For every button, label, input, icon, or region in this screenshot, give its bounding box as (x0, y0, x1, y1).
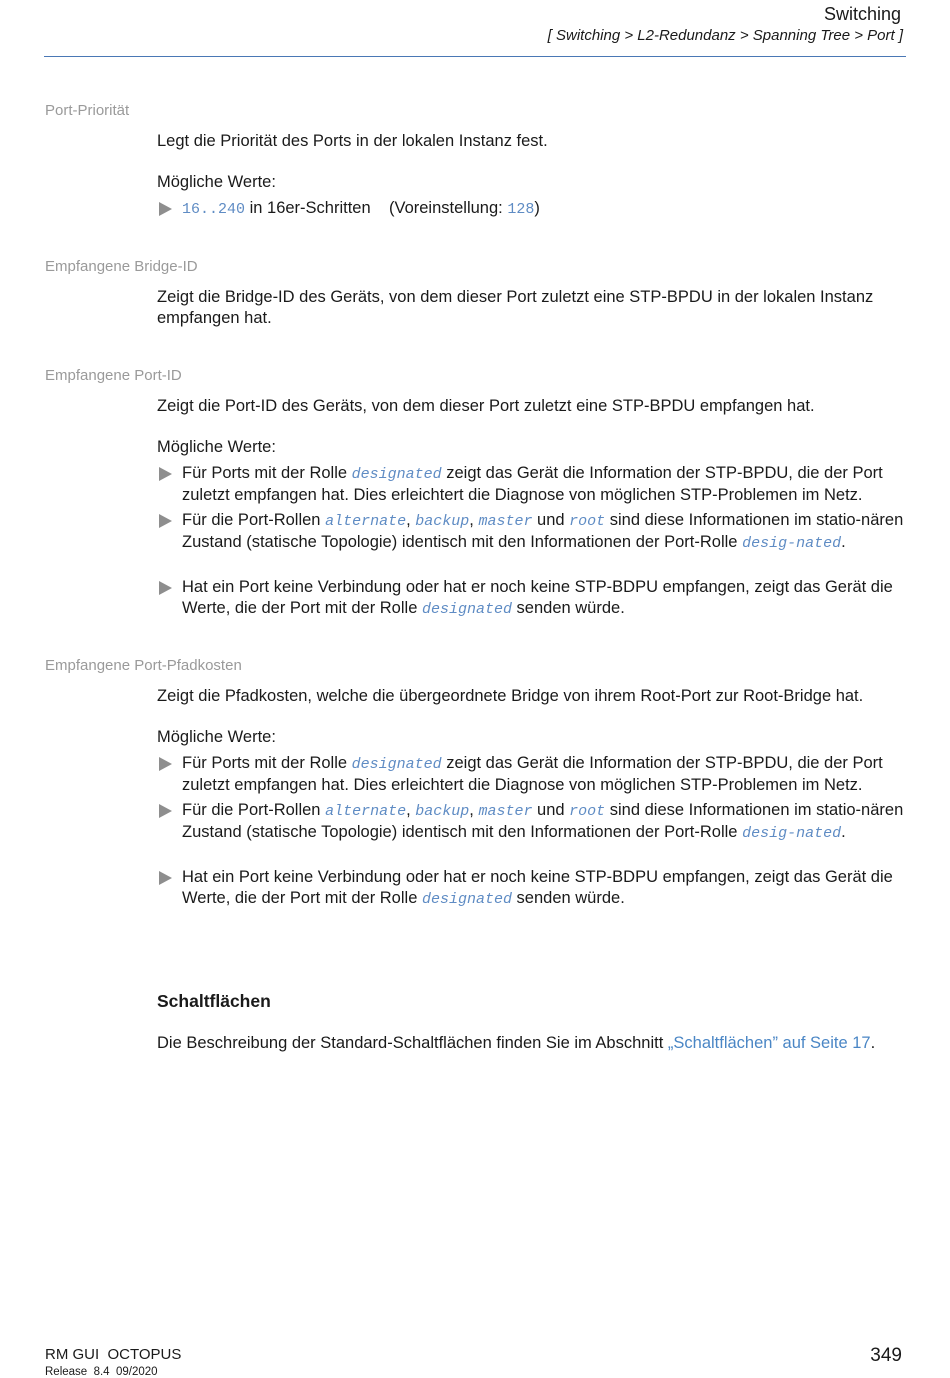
buttons-page-link[interactable]: „Schaltflächen” auf Seite 17 (667, 1034, 871, 1052)
breadcrumb: [ Switching > L2-Redundanz > Spanning Tree > Port ] (547, 27, 903, 44)
list-item: Hat ein Port keine Verbindung oder hat er noch keine STP-BDPU empfangen, zeigt das Gerät die Werte, die der Port mit der Rolle designated senden würde. (159, 577, 909, 620)
bullet-triangle-icon (159, 514, 172, 528)
section-label-received-port-id: Empfangene Port-ID (45, 367, 182, 384)
bullet-triangle-icon (159, 202, 172, 216)
header-divider (44, 56, 906, 57)
list-item: Für die Port-Rollen alternate, backup, master und root sind diese Informationen im statio-nären Zustand (statische Topologie) identisch mit den Informationen der Port-Rolle desig-nated. (159, 800, 909, 844)
page-header-title: Switching (823, 4, 901, 24)
buttons-description: Die Beschreibung der Standard-Schaltflächen finden Sie im Abschnitt „Schaltflächen” auf Seite 17. (157, 1034, 876, 1052)
received-port-id-description: Zeigt die Port-ID des Geräts, von dem dieser Port zuletzt eine STP-BPDU empfangen hat. (157, 397, 815, 415)
list-item: Für Ports mit der Rolle designated zeigt das Gerät die Information der STP-BPDU, die der Port zuletzt empfangen hat. Dies erleichtert die Diagnose von möglichen STP-Problemen im Netz. (159, 463, 909, 506)
footer-release: Release 8.4 09/2020 (45, 1366, 158, 1378)
range-close: ) (534, 199, 540, 217)
section-label-received-bridge-id: Empfangene Bridge-ID (45, 258, 198, 275)
received-path-cost-description: Zeigt die Pfadkosten, welche die übergeordnete Bridge von ihrem Root-Port zur Root-Bridge hat. (157, 687, 864, 705)
page-number: 349 (870, 1345, 902, 1366)
received-path-cost-values-label: Mögliche Werte: (157, 728, 276, 746)
footer-document-title: RM GUI OCTOPUS (45, 1346, 182, 1363)
list-item: Für die Port-Rollen alternate, backup, master und root sind diese Informationen im statio-nären Zustand (statische Topologie) identisch mit den Informationen der Port-Rolle desig-nated. (159, 510, 909, 554)
buttons-heading: Schaltflächen (157, 991, 271, 1011)
list-item: Für Ports mit der Rolle designated zeigt das Gerät die Information der STP-BPDU, die der Port zuletzt empfangen hat. Dies erleichtert die Diagnose von möglichen STP-Problemen im Netz. (159, 753, 909, 796)
default-value: 128 (507, 201, 535, 218)
port-priority-description: Legt die Priorität des Ports in der lokalen Instanz fest. (157, 132, 548, 150)
received-bridge-id-description: Zeigt die Bridge-ID des Geräts, von dem dieser Port zuletzt eine STP-BPDU in der lokalen Instanz empfangen hat. (157, 288, 874, 327)
bullet-triangle-icon (159, 871, 172, 885)
section-label-port-priority: Port-Priorität (45, 102, 130, 119)
bullet-triangle-icon (159, 581, 172, 595)
port-priority-range-item (159, 198, 909, 220)
received-port-id-values-label: Mögliche Werte: (157, 438, 276, 456)
port-priority-values-label: Mögliche Werte: (157, 173, 276, 191)
list-item: Hat ein Port keine Verbindung oder hat er noch keine STP-BDPU empfangen, zeigt das Gerät die Werte, die der Port mit der Rolle designated senden würde. (159, 867, 909, 910)
bullet-triangle-icon (159, 467, 172, 481)
range-value: 16..240 (182, 201, 246, 218)
section-label-received-path-cost: Empfangene Port-Pfadkosten (45, 657, 242, 674)
bullet-triangle-icon (159, 757, 172, 771)
range-suffix: in 16er-Schritten (Voreinstellung: (245, 199, 508, 217)
bullet-triangle-icon (159, 804, 172, 818)
